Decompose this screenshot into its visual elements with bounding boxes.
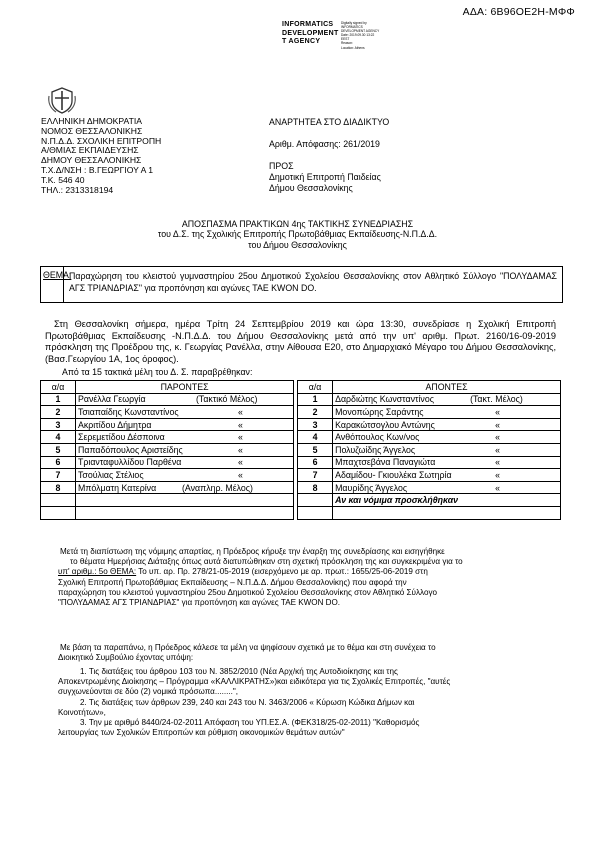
present-member-name: Ακριτίδου Δήμητρα xyxy=(78,419,152,430)
hellenic-republic-emblem-icon xyxy=(47,86,77,114)
recipient-line: Δημοτική Επιτροπή Παιδείας xyxy=(269,172,381,182)
member-role: « xyxy=(238,432,243,443)
legal-basis-list: 1. Τις διατάξεις του άρθρου 103 του Ν. 3852/2010 (Νέα Αρχ/κή της Αυτοδιοίκησης και της Αποκεντρωμένης Διοίκησης – Πρόγραμμα «ΚΑΛΛΙΚΡΑΤΗΣ»)και ειδικότερα για τις Σχολικές Επιτροπές, "αυτές συγχωνεύονται σε δύο (2) νομικά πρόσωπα........", 2. Τις διατάξεις των άρθρων 239, 240 και 243 του Ν. 3463/2006 « Κύρωση Κώδικα Δήμων και Κοινοτήτων», 3. Την με αριθμό 8440/24-02-2011 Απόφαση του ΥΠ.ΕΣ.Α. (ΦΕΚ318/25-02-2011) "Καθορισμός λειτουργίας των Σχολικών Επιτροπών και ρύθμιση οικονομικών θεμάτων αυτών" xyxy=(58,667,451,738)
to-label: ΠΡΟΣ xyxy=(269,161,294,171)
member-role: (Τακτικό Μέλος) xyxy=(196,394,258,405)
absent-member-name: Πολυζωίδης Άγγελος xyxy=(335,444,416,455)
present-member-name: Ρανέλλα Γεωργία xyxy=(78,394,146,405)
list-item: 2. Τις διατάξεις των άρθρων 239, 240 και 243 του Ν. 3463/2006 « Κύρωση Κώδικα Δήμων και xyxy=(80,697,415,707)
present-member-name: Μπόλματη Κατερίνα xyxy=(78,482,157,493)
decision-number: Αριθμ. Απόφασης: 261/2019 xyxy=(269,139,380,149)
body-paragraph-2: Με βάση τα παραπάνω, η Πρόεδρος κάλεσε τα μέλη να ψηφίσουν σχετικά με το θέμα και στη συνέχεια το Διοικητικό Συμβούλιο έχοντας υπόψη: xyxy=(58,643,436,663)
recipient-block xyxy=(269,117,389,194)
member-role: « xyxy=(495,419,500,430)
absent-member-name: Μπαχτσεβάνα Παναγιώτα xyxy=(335,457,436,468)
list-item: 3. Την με αριθμό 8440/24-02-2011 Απόφαση του ΥΠ.ΕΣ.Α. (ΦΕΚ318/25-02-2011) "Καθορισμός xyxy=(80,718,420,728)
recipient-line: Δήμου Θεσσαλονίκης xyxy=(269,183,353,193)
absent-member-name: Μονοπώρης Σαράντης xyxy=(335,406,424,417)
table-row xyxy=(41,494,561,507)
absent-member-name: Ανθόπουλος Κων/νος xyxy=(335,432,420,443)
absent-member-name: Καρακώτσογλου Αντώνης xyxy=(335,419,435,430)
member-role: « xyxy=(238,457,243,468)
present-member-name: Σερεμετίδου Δέσποινα xyxy=(78,432,165,443)
member-role: « xyxy=(495,444,500,455)
attendance-table xyxy=(40,380,561,520)
table-row: 5 Παπαδόπουλος Αριστείδης « 5 Πολυζωίδης Άγγελος « xyxy=(41,443,561,456)
table-row: 2 Τσιαπαίδης Κωνσταντίνος « 2 Μονοπώρης Σαράντης « xyxy=(41,406,561,419)
subject-label: ΘΕΜΑ: xyxy=(41,267,64,302)
subject-box xyxy=(40,266,563,303)
agenda-item-label: υπ' αριθμ.: 5ο ΘΕΜΑ: xyxy=(58,567,137,577)
table-row: 8 Μπόλματη Κατερίνα (Αναπληρ. Μέλος) 8 Μαυρίδης Άγγελος « xyxy=(41,481,561,494)
issuer-address-block: ΕΛΛΗΝΙΚΗ ΔΗΜΟΚΡΑΤΙΑ ΝΟΜΟΣ ΘΕΣΣΑΛΟΝΙΚΗΣ Ν.Π.Δ.Δ. ΣΧΟΛΙΚΗ ΕΠΙΤΡΟΠΗ Α/ΘΜΙΑΣ ΕΚΠΑΙΔΕΥΣΗΣ ΔΗΜΟΥ ΘΕΣΣΑΛΟΝΙΚΗΣ Τ.Χ.Δ/ΝΣΗ : Β.ΓΕΩΡΓΙΟΥ Α 1 Τ.Κ. 546 40 ΤΗΛ.: 2313318194 xyxy=(41,116,162,195)
table-header-row xyxy=(41,381,561,394)
member-role: « xyxy=(238,444,243,455)
member-role: « xyxy=(495,406,500,417)
member-role: (Αναπληρ. Μέλος) xyxy=(182,482,253,493)
present-member-name: Τριανταφυλλίδου Παρθένα xyxy=(78,457,182,468)
legally-invited-note: Αν και νόμιμα προσκλήθηκαν xyxy=(333,494,561,507)
signature-agency-name: INFORMATICS DEVELOPMENT T AGENCY xyxy=(282,21,339,45)
member-role: « xyxy=(495,432,500,443)
present-member-name: Τσούλιας Στέλιος xyxy=(78,469,144,480)
members-present-line: Από τα 15 τακτικά μέλη του Δ. Σ. παραβρέθηκαν: xyxy=(62,367,253,377)
posted-online-note: ΑΝΑΡΤΗΤΕΑ ΣΤΟ ΔΙΑΔΙΚΤΥΟ xyxy=(269,117,390,127)
column-header: ΠΑΡΟΝΤΕΣ xyxy=(76,381,294,394)
table-row: 1 Ρανέλλα Γεωργία (Τακτικό Μέλος) 1 Δαρδιώτης Κωνσταντίνος (Τακτ. Μέλος) xyxy=(41,393,561,406)
body-paragraph-1: Μετά τη διαπίστωση της νόμιμης απαρτίας, η Πρόεδρος κήρυξε την έναρξη της συνεδρίασης και εισηγήθηκε το θέματα Ημερήσιας Διάταξης όπως αυτά διατυπώθηκαν στη σχετική πρόσκληση της και συγκεκριμένα για το υπ' αριθμ.: 5ο ΘΕΜΑ: Το υπ. αρ. Πρ. 278/21-05-2019 (εισερχόμενο με αρ. πρωτ.: 1655/25-06-2019 στη Σχολική Επιτροπή Πρωτοβάθμιας Εκπαίδευσης – Ν.Π.Δ.Δ. Δήμου Θεσσαλονίκης) που αφορά την παραχώρηση του κλειστού γυμναστηρίου 25ου Δημοτικού Σχολείου Θεσσαλονίκης στον Αθλητικό Σύλλογο "ΠΟΛΥΔΑΜΑΣ ΑΓΣ ΤΡΙΑΝΔΡΙΑΣ" για προπόνηση και αγώνες TAE KWON DO. xyxy=(58,547,463,608)
subject-text: Παραχώρηση του κλειστού γυμναστηρίου 25ου Δημοτικού Σχολείου Θεσσαλονίκης στον Αθλητικό Σύλλογο "ΠΟΛΥΔΑΜΑΣ ΑΓΣ ΤΡΙΑΝΔΡΙΑΣ" για προπόνηση και αγώνες TAE KWON DO. xyxy=(69,271,557,293)
list-item: 1. Τις διατάξεις του άρθρου 103 του Ν. 3852/2010 (Νέα Αρχ/κή της Αυτοδιοίκησης και της xyxy=(80,667,398,676)
table-row: 4 Σερεμετίδου Δέσποινα « 4 Ανθόπουλος Κων/νος « xyxy=(41,431,561,444)
meeting-intro: Στη Θεσσαλονίκη σήμερα, ημέρα Τρίτη 24 Σεπτεμβρίου 2019 και ώρα 13:30, συνεδρίασε η Σχολική Επιτροπή Πρωτοβάθμιας Εκπαίδευσης -Ν.Π.Δ.Δ. του Δήμου Θεσσαλονίκης μετά από την υπ' αριθμ. Πρωτ. 2160/16-09-2019 πρόσκληση της Προέδρου της, κ. Γεωργίας Ρανέλλα, στην Αίθουσα Ε20, στο Δημαρχιακό Μέγαρο του Δήμου Θεσσαλονίκης, (Βασ.Γεωργίου 1Α, 1ος όροφος). xyxy=(45,319,556,364)
member-role: « xyxy=(495,457,500,468)
absent-member-name: Δαρδιώτης Κωνσταντίνος xyxy=(335,394,434,405)
member-role: « xyxy=(238,469,243,480)
member-role: (Τακτ. Μέλος) xyxy=(470,394,523,405)
table-row: 3 Ακριτίδου Δήμητρα « 3 Καρακώτσογλου Αντώνης « xyxy=(41,418,561,431)
column-header: ΑΠΟΝΤΕΣ xyxy=(333,381,561,394)
digital-signature-details: Digitally signed by INFORMATICS DEVELOPMENT AGENCY Date: 2019.09.30 13:22 EEST Reason: Location: Athens xyxy=(341,21,380,50)
ada-code: ΑΔΑ: 6Β96ΟΕ2Η-ΜΦΦ xyxy=(462,6,575,18)
member-role: « xyxy=(238,419,243,430)
absent-member-name: Αδαμίδου- Γκιουλέκα Σωτηρία xyxy=(335,469,452,480)
table-row: 7 Τσούλιας Στέλιος « 7 Αδαμίδου- Γκιουλέκα Σωτηρία « xyxy=(41,469,561,482)
table-row xyxy=(41,506,561,519)
excerpt-heading: ΑΠΟΣΠΑΣΜΑ ΠΡΑΚΤΙΚΩΝ 4ης ΤΑΚΤΙΚΗΣ ΣΥΝΕΔΡΙΑΣΗΣ του Δ.Σ. της Σχολικής Επιτροπής Πρωτοβάθμιας Εκπαίδευσης-Ν.Π.Δ.Δ. του Δήμου Θεσσαλονίκης xyxy=(157,219,438,250)
column-header: α/α xyxy=(41,381,76,394)
absent-member-name: Μαυρίδης Άγγελος xyxy=(335,482,408,493)
member-role: « xyxy=(495,482,500,493)
member-role: « xyxy=(238,406,243,417)
column-header: α/α xyxy=(298,381,333,394)
present-member-name: Τσιαπαίδης Κωνσταντίνος xyxy=(78,406,179,417)
member-role: « xyxy=(495,469,500,480)
present-member-name: Παπαδόπουλος Αριστείδης xyxy=(78,444,183,455)
table-row: 6 Τριανταφυλλίδου Παρθένα « 6 Μπαχτσεβάνα Παναγιώτα « xyxy=(41,456,561,469)
